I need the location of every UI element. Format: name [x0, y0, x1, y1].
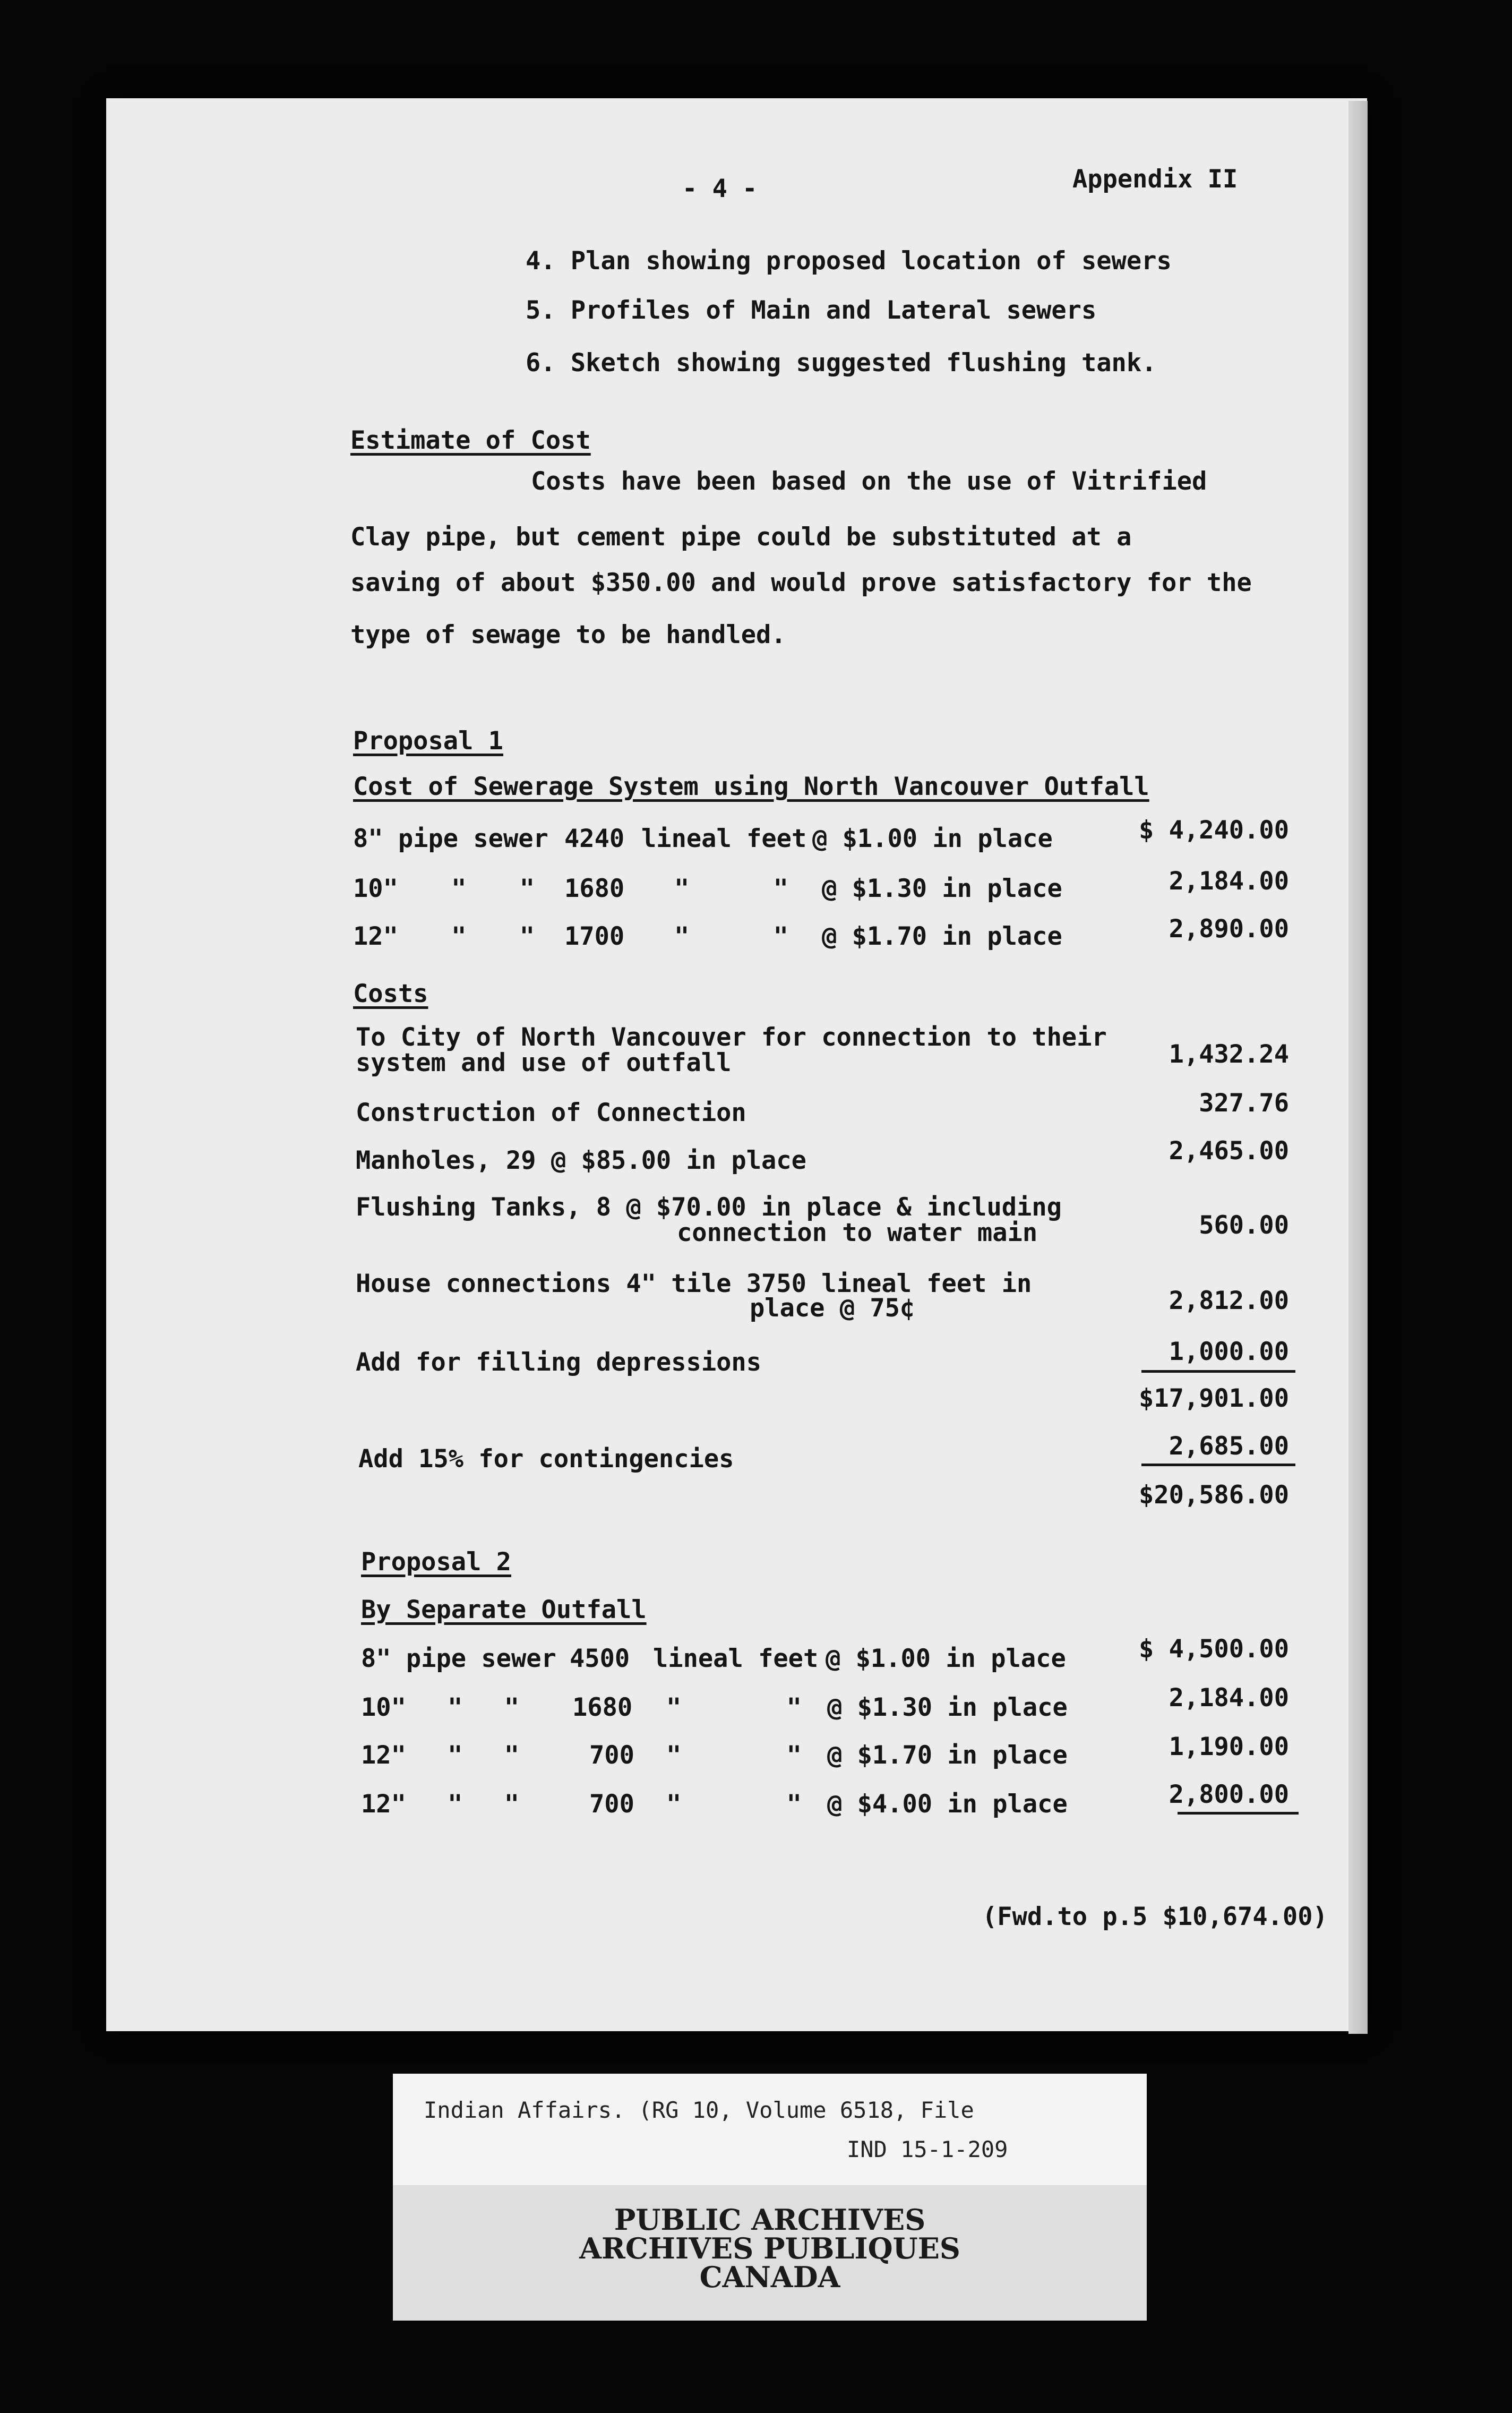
cost-line: system and use of outfall	[356, 1048, 732, 1077]
pipe-amount: 2,890.00	[1169, 914, 1289, 944]
proposal1-subheading: Cost of Sewerage System using North Vancouver Outfall	[353, 772, 1149, 801]
paragraph-line: saving of about $350.00 and would prove satisfactory for the	[350, 568, 1252, 597]
pipe-size: 10" " "	[353, 874, 535, 903]
pipe-rate: @ $1.70 in place	[827, 1741, 1068, 1770]
cost-amount: 1,432.24	[1169, 1040, 1289, 1069]
paragraph-line: Costs have been based on the use of Vitrified	[531, 467, 1207, 496]
total-rule	[1141, 1464, 1295, 1466]
pipe-length: 4240	[564, 824, 625, 853]
forward-note: (Fwd.to p.5 $10,674.00)	[982, 1902, 1328, 1931]
appendix-label: Appendix II	[1072, 165, 1238, 194]
stamp-line: CANADA	[699, 2260, 840, 2294]
cost-amount: 560.00	[1199, 1211, 1289, 1240]
subtotal-rule	[1141, 1370, 1295, 1373]
pipe-length: 700	[589, 1741, 634, 1770]
pipe-unit: lineal feet	[653, 1644, 819, 1673]
pipe-unit: " "	[674, 874, 788, 903]
archive-label	[393, 2074, 1147, 2321]
pipe-unit: lineal feet	[641, 824, 807, 853]
cost-amount: 2,812.00	[1169, 1286, 1289, 1315]
pipe-length: 4500	[570, 1644, 630, 1673]
pipe-unit: " "	[666, 1693, 802, 1722]
pipe-size: 8" pipe sewer	[361, 1644, 556, 1673]
subtotal-amount: $17,901.00	[1139, 1384, 1289, 1413]
list-item: 4. Plan showing proposed location of sewers	[526, 246, 1172, 276]
stamp-line: PUBLIC ARCHIVES	[614, 2203, 926, 2237]
paragraph-line: Clay pipe, but cement pipe could be substituted at a	[350, 523, 1132, 552]
estimate-heading: Estimate of Cost	[350, 426, 591, 455]
contingency-amount: 2,685.00	[1169, 1432, 1289, 1461]
list-item: 5. Profiles of Main and Lateral sewers	[526, 296, 1097, 325]
archive-stamp	[393, 2185, 1147, 2321]
pipe-rate: @ $1.00 in place	[826, 1644, 1066, 1673]
pipe-size: 8" pipe sewer	[353, 824, 548, 853]
pipe-rate: @ $4.00 in place	[827, 1790, 1068, 1819]
stamp-line: ARCHIVES PUBLIQUES	[579, 2231, 960, 2265]
reference-line: Indian Affairs. (RG 10, Volume 6518, File	[424, 2097, 974, 2123]
pipe-length: 700	[589, 1790, 634, 1819]
cost-amount: 1,000.00	[1169, 1337, 1289, 1366]
pipe-size: 12" " "	[353, 922, 535, 951]
cost-line: Flushing Tanks, 8 @ $70.00 in place & including	[356, 1193, 1062, 1222]
pipe-amount: 1,190.00	[1169, 1732, 1289, 1761]
pipe-rate: @ $1.00 in place	[812, 824, 1053, 853]
page-edge	[1348, 101, 1368, 2034]
cost-line: House connections 4" tile 3750 lineal feet in	[356, 1269, 1032, 1298]
pipe-size: 10" " "	[361, 1693, 520, 1722]
contingency-label: Add 15% for contingencies	[358, 1444, 734, 1474]
page-number: - 4 -	[682, 174, 758, 203]
cost-line: To City of North Vancouver for connection to their	[356, 1023, 1107, 1052]
pipe-size: 12" " "	[361, 1741, 520, 1770]
cost-line: Construction of Connection	[356, 1098, 746, 1127]
cost-line: place @ 75¢	[750, 1294, 915, 1323]
reference-file: IND 15-1-209	[847, 2136, 1008, 2162]
pipe-unit: " "	[666, 1741, 802, 1770]
proposal1-heading: Proposal 1	[353, 726, 503, 756]
total-amount: $20,586.00	[1139, 1481, 1289, 1510]
proposal2-subheading: By Separate Outfall	[361, 1595, 647, 1624]
paragraph-line: type of sewage to be handled.	[350, 620, 786, 649]
pipe-rate: @ $1.70 in place	[822, 922, 1062, 951]
cost-line: connection to water main	[677, 1218, 1038, 1247]
cost-amount: 2,465.00	[1169, 1136, 1289, 1166]
cost-line: Manholes, 29 @ $85.00 in place	[356, 1146, 806, 1175]
archive-label-reference	[393, 2074, 1147, 2185]
cost-amount: 327.76	[1199, 1089, 1289, 1118]
cost-line: Add for filling depressions	[356, 1348, 762, 1377]
pipe-unit: " "	[674, 922, 788, 951]
pipe-length: 1680	[572, 1693, 633, 1722]
proposal2-total-rule	[1178, 1812, 1299, 1815]
pipe-amount: 2,184.00	[1169, 1683, 1289, 1713]
pipe-amount: $ 4,240.00	[1139, 816, 1289, 845]
pipe-amount: $ 4,500.00	[1139, 1635, 1289, 1664]
pipe-size: 12" " "	[361, 1790, 520, 1819]
pipe-rate: @ $1.30 in place	[827, 1693, 1068, 1722]
pipe-amount: 2,800.00	[1169, 1780, 1289, 1809]
list-item: 6. Sketch showing suggested flushing tank.	[526, 348, 1157, 378]
pipe-length: 1700	[564, 922, 625, 951]
pipe-amount: 2,184.00	[1169, 867, 1289, 896]
proposal2-heading: Proposal 2	[361, 1547, 511, 1577]
costs-heading: Costs	[353, 979, 428, 1008]
pipe-unit: " "	[666, 1790, 802, 1819]
pipe-rate: @ $1.30 in place	[822, 874, 1062, 903]
pipe-length: 1680	[564, 874, 625, 903]
